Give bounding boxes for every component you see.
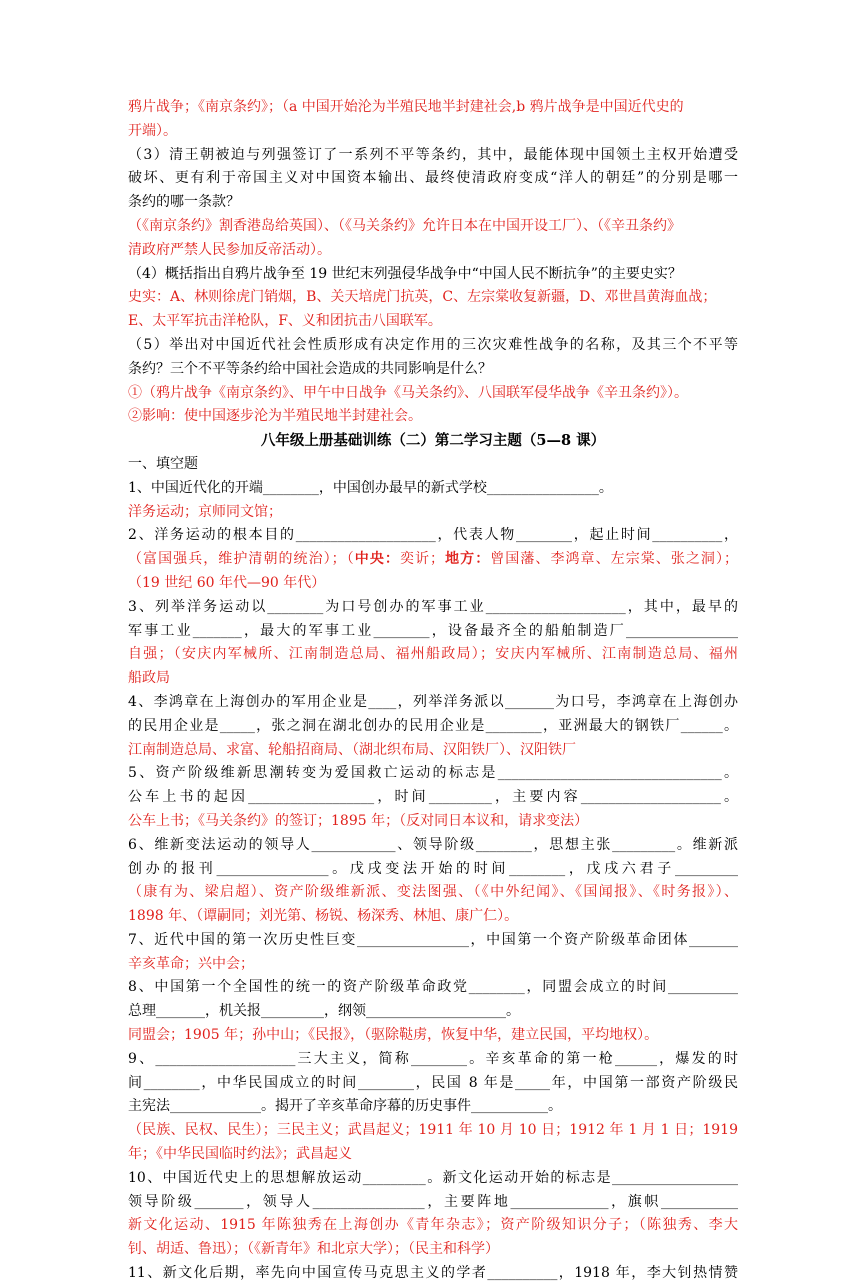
answer-line: 清政府严禁人民参加反帝活动）。 bbox=[128, 241, 331, 258]
question-line: 破坏、更有利于帝国主义对中国资本输出、最终使清政府变成“洋人的朝廷”的分别是哪一 bbox=[128, 170, 738, 187]
answer-line: 新文化运动、1915 年陈独秀在上海创办《青年杂志》；资产阶级知识分子；（陈独秀、李大 bbox=[128, 1217, 738, 1234]
question-line: 条约？三个不平等条约给中国社会造成的共同影响是什么？ bbox=[128, 360, 492, 377]
question-line: 创办的报刊________________。戊戌变法开始的时间________，戊戌六君子_________ bbox=[128, 860, 738, 877]
answer-line: 船政局 bbox=[128, 670, 170, 687]
answer-text: 奕䜣； bbox=[399, 551, 445, 568]
question-line: 8、中国第一个全国性的统一的资产阶级革命政党________，同盟会成立的时间__________ bbox=[128, 979, 738, 996]
question-line: （3）清王朝被迫与列强签订了一系列不平等条约，其中，最能体现中国领土主权开始遭受 bbox=[128, 146, 738, 163]
answer-line bbox=[128, 548, 738, 572]
question-line: 6、维新变法运动的领导人____________、领导阶级________，思想主张_________。维新派 bbox=[128, 836, 738, 853]
answer-line: 洋务运动；京师同文馆； bbox=[128, 503, 282, 520]
answer-bold-label: 中央： bbox=[354, 551, 400, 568]
question-line: 2、洋务运动的根本目的____________________，代表人物________，起止时间__________， bbox=[128, 527, 738, 544]
answer-line: 年；《中华民国临时约法》；武昌起义 bbox=[128, 1146, 352, 1163]
question-line: 总理_______，机关报_________，纲领____________________。 bbox=[128, 1003, 520, 1020]
answer-line: 鸦片战争；《南京条约》；（a 中国开始沦为半殖民地半封建社会,b 鸦片战争是中国近代史的 bbox=[128, 99, 684, 115]
question-line: 1、中国近代化的开端________，中国创办最早的新式学校________________。 bbox=[128, 479, 613, 496]
question-line: （5）举出对中国近代社会性质形成有决定作用的三次灾难性战争的名称，及其三个不平等 bbox=[128, 336, 738, 353]
question-line: 5、资产阶级维新思潮转变为爱国救亡运动的标志是________________________________。 bbox=[128, 765, 738, 782]
answer-line: 公车上书；《马关条约》的签订；1895 年；（反对同日本议和，请求变法） bbox=[128, 812, 589, 829]
answer-line: ②影响：使中国逐步沦为半殖民地半封建社会。 bbox=[128, 408, 422, 425]
question-line: 4、李鸿章在上海创办的军用企业是____，列举洋务派以_______为口号，李鸿章在上海创办 bbox=[128, 693, 738, 710]
answer-line: 1898 年、（谭嗣同；刘光第、杨锐、杨深秀、林旭、康广仁）。 bbox=[128, 908, 519, 925]
question-line: 7、近代中国的第一次历史性巨变________________，中国第一个资产阶级革命团体_______ bbox=[128, 931, 738, 948]
document-page bbox=[128, 96, 738, 1286]
question-line: 条约的哪一条款？ bbox=[128, 194, 240, 211]
answer-line: ①（鸦片战争《南京条约》、甲午中日战争《马关条约》、八国联军侵华战争《辛丑条约》）。 bbox=[128, 384, 688, 401]
answer-line: 史实：A、林则徐虎门销烟，B、关天培虎门抗英，C、左宗棠收复新疆，D、邓世昌黄海血战； bbox=[128, 289, 717, 306]
question-line: 主宪法_____________。揭开了辛亥革命序幕的历史事件___________。 bbox=[128, 1098, 562, 1115]
answer-bold-label: 地方： bbox=[444, 551, 491, 568]
question-line: 10、中国近代史上的思想解放运动_________。新文化运动开始的标志是__________________ bbox=[128, 1169, 738, 1186]
question-line: 9、____________________三大主义，简称________。辛亥革命的第一枪______，爆发的时 bbox=[128, 1050, 738, 1067]
answer-line: 同盟会；1905 年；孙中山；《民报》，（驱除鞑虏，恢复中华，建立民国，平均地权）。 bbox=[128, 1027, 659, 1044]
section-title: 八年级上册基础训练（二）第二学习主题（5—8 课） bbox=[260, 432, 606, 450]
question-line: 3、列举洋务运动以________为口号创办的军事工业____________________，其中，最早的 bbox=[128, 598, 738, 615]
question-line: 军事工业_______，最大的军事工业________，设备最齐全的船舶制造厂________________ bbox=[128, 622, 738, 639]
answer-line: 钊、胡适、鲁迅）；（《新青年》和北京大学）；（民主和科学） bbox=[128, 1241, 499, 1258]
answer-line: （康有为、梁启超）、资产阶级维新派、变法图强、（《中外纪闻》、《国闻报》、《时务报》）、 bbox=[128, 884, 738, 901]
answer-line: 开端）。 bbox=[128, 122, 177, 139]
answer-line: （《南京条约》割香港岛给英国）、（《马关条约》允许日本在中国开设工厂）、（《辛丑条约》 bbox=[128, 217, 681, 234]
question-line: 领导阶级_______，领导人________________，主要阵地______________，旗帜___________ bbox=[128, 1193, 738, 1210]
answer-line: 江南制造总局、求富、轮船招商局、（湖北织布局、汉阳铁厂）、汉阳铁厂 bbox=[128, 741, 576, 758]
answer-line: 辛亥革命；兴中会； bbox=[128, 955, 254, 972]
question-line: 公车上书的起因__________________，时间_________，主要内容____________________。 bbox=[128, 789, 738, 806]
question-line: 11、新文化后期，率先向中国宣传马克思主义的学者__________，1918 年，李大钊热情赞 bbox=[128, 1265, 738, 1282]
question-line: （4）概括指出自鸦片战争至 19 世纪末列强侵华战争中“中国人民不断抗争”的主要史实？ bbox=[128, 265, 682, 282]
answer-line: （19 世纪 60 年代—90 年代） bbox=[128, 574, 326, 591]
answer-line: 自强；（安庆内军械所、江南制造总局、福州船政局）；安庆内军械所、江南制造总局、福州 bbox=[128, 646, 738, 663]
answer-line: （民族、民权、民生）；三民主义；武昌起义；1911 年 10 月 10 日；1912 年 1 月 1 日；1919 bbox=[128, 1122, 738, 1139]
answer-text: （富国强兵，维护清朝的统治）；（ bbox=[128, 551, 355, 568]
question-line: 的民用企业是_____，张之洞在湖北创办的民用企业是________，亚洲最大的钢铁厂______。 bbox=[128, 717, 738, 734]
question-line: 间________，中华民国成立的时间________，民国 8 年是_____年，中国第一部资产阶级民 bbox=[128, 1074, 738, 1091]
answer-text: 曾国藩、李鸿章、左宗棠、张之洞）； bbox=[490, 551, 738, 568]
section-heading: 一、填空题 bbox=[128, 455, 198, 472]
answer-line: E、太平军抗击洋枪队，F、义和团抗击八国联军。 bbox=[128, 313, 442, 330]
